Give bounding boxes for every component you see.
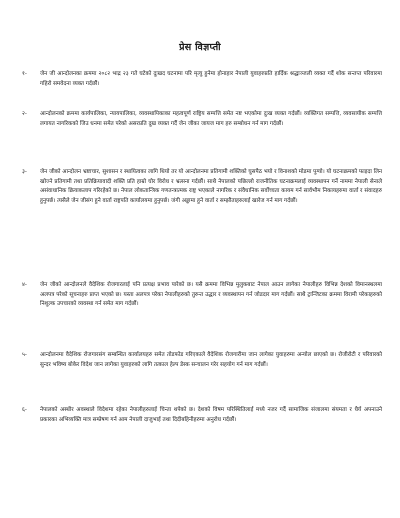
- paragraph-6: [22, 406, 382, 425]
- paragraph-5: [22, 351, 382, 370]
- paragraph-text: जेन जीको आन्दोलनले वैदेशिक रोजगारलाई पनि प्रत्यक्ष प्रभाव पारेको छ। यसै क्रममा विभिन्न मुलुकबाट नेपाल आउन लागेका नेपालीहरु विभिन्न देशको विमानस्थलमा अलपत्र परेको सूचनाहरु प्राप्त भएको छ। यस्ता अलपत्र परेका नेपालीहरुको तुरुन्त उद्धार र व्यवस्थापन गर्न जोडदार माग गर्दछौं। साथै ट्रान्जिटका क्रममा विरामी परेकाहरुको निशुल्क उपचारको व्यवस्था गर्न समेत माग गर्दछौं।: [40, 282, 382, 308]
- paragraph-text: आन्दोलनको क्रममा कार्यपालिका, न्यायपालिका, व्यवस्थापिकाका महत्वपूर्ण राष्ट्रिय सम्पत्ति समेत नष्ट भएकोमा दुःख व्यक्त गर्दछौं। व्यक्तिगत सम्पत्ति, व्यवसायीक सम्पत्ति लगायत नागरिकको जिउ धनमा समेत परेको असरप्रति दुख व्यक्त गर्दै जेन जीका जायज माग हरु सम्बोधन गर्न माग गर्दछौं।: [40, 111, 382, 127]
- paragraph-number: ५-: [22, 352, 27, 358]
- paragraph-number: ६-: [22, 407, 27, 413]
- paragraph-text: जेन जीको आन्दोलन भ्रष्टाचार, सुशासन र स्थायित्वका लागि थियो तर यो आन्दोलनमा प्रतिगामी शक्तिको घुसपैठ भयो र विनाशको मोडमा पुग्यो। यो घटनाक्रमको फाइदा लिन खोज्ने प्रतिगामी तथा प्रतिक्रियावादी शक्ति प्रति हाम्रो घोर विरोध र भ्रत्सना गर्दछौं। साथै नेपालको पछिल्लो राजनीतिक घटनाक्रमलाई व्यवस्थापन गर्ने नाममा नेपाली सेनाले असंवाधानिक क्रियाकलाप गरिरहेको छ। नेपाल लोकतान्त्रिक गणतन्त्रात्मक राष्ट्र भएकाले नागरिक र संवैधानिक सर्वोच्चता कायम गर्न सार्वभौम निकायहरुमा वार्ता र संवादहरु हुनुपर्छ। त्यसैले जेन जीसंग हुने वार्ता राष्ट्रपति कार्यालयमा हुनुपर्छ। जंगी अड्डामा हुने वार्ता र सम्झौताहरुलाई खारेज गर्न माग गर्दछौं।: [40, 169, 382, 204]
- paragraph-number: ४-: [22, 282, 27, 288]
- paragraph-3: [22, 168, 382, 206]
- paragraph-2: [22, 110, 382, 129]
- paragraph-text: जेन जी आन्दोलनका क्रममा २०८२ भाद्र २३ गते घटेको दुःखद घटनामा परि मृत्यु हुनेमा होनाहार नेपाली युवाहरुप्रति हार्दिक श्रद्धाञ्जली व्यक्त गर्दै शोक सन्तप्त परिवारमा गहिरो समवेदना व्यक्त गर्दछौं।: [40, 71, 382, 87]
- paragraph-4: [22, 281, 382, 310]
- page-title: प्रेस विज्ञप्ती: [179, 42, 221, 53]
- paragraph-number: २-: [22, 111, 27, 117]
- paragraph-number: ३-: [22, 169, 27, 175]
- paragraph-1: [22, 70, 382, 89]
- paragraph-text: नेपालको अस्थीर अवस्थाले विदेशमा रहेका नेपालीहरुलाई चिन्ता थपेको छ। देशको विषम परिस्थितिलाई मध्ये नजर गर्दै सामाजिक संजालमा संयमता र धैर्य अपनाउने प्रकारका अभिव्यक्ति मात्र सम्प्रेषण गर्न आम नेपाली दाजुभाई तथा दिदीबहिनीहरुमा अनुरोध गर्दछौं।: [40, 407, 382, 423]
- paragraph-number: १-: [22, 71, 27, 77]
- paragraph-text: आन्दोलनमा वैदेशिक रोजगारसंग सम्बन्धित कार्यालयहरु समेत तोडफोड गरिएकाले वैदेशिक रोजगारीमा जान लागेका युवाहरुमा अन्योल छाएको छ। रोजीरोटी र परिवारको सुन्दर भविष्य बोकेर विदेश जान लागेका युवाहरुको लागि तत्काल हेल्प डेस्क सन्चालन गरेर सहयोग गर्न माग गर्दछौं।: [40, 352, 382, 368]
